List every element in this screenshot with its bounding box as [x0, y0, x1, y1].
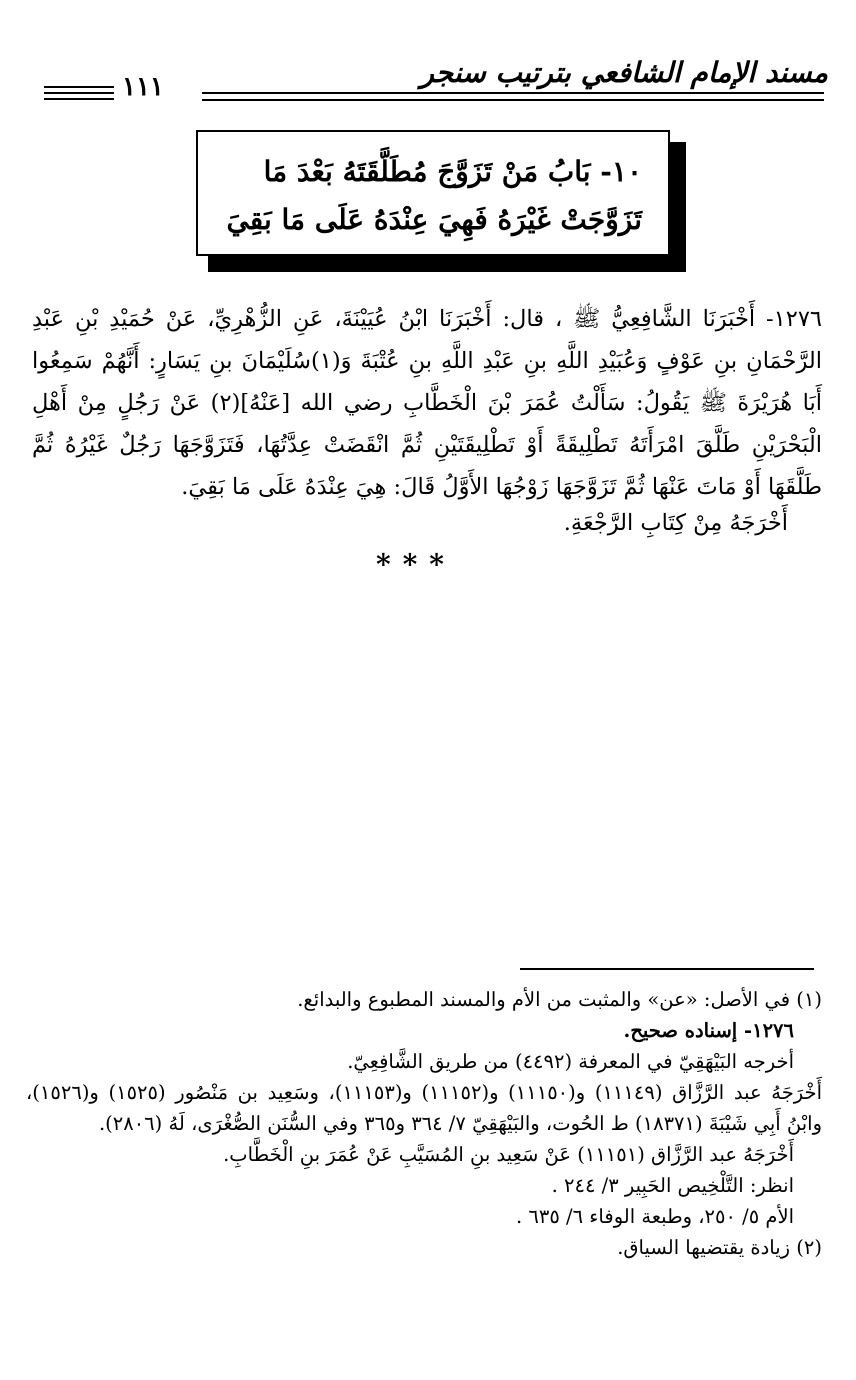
chapter-heading-box — [196, 130, 670, 256]
footnote-2: (٢) زيادة يقتضيها السياق. — [617, 1236, 822, 1259]
hadith-source-note: أَخْرَجَهُ مِنْ كِتَابِ الرَّجْعَةِ. — [563, 510, 788, 536]
header-rule-left-3 — [44, 98, 114, 100]
footnote-takhrij-list: أَخْرَجَهُ عبد الرَّزَّاق (١١١٤٩) و(١١١٥٠) و(١١١٥٢) و(١١١٥٣)، وسَعِيد بن مَنْصُور (١٥٢٥) و(١٥٢٦)، وابْنُ أَبِي شَيْبَةَ (١٨٣٧١) ط الحُوت، والبَيْهَقِيّ ٧/ ٣٦٤ و٣٦٥ وفي السُّنَن الصُّغْرَى، لَهُ (٢٨٠٦). — [26, 1081, 822, 1135]
footnote-umm: الأم ٥/ ٢٥٠، وطبعة الوفاء ٦/ ٦٣٥ . — [515, 1205, 794, 1228]
running-header-title: مسند الإمام الشافعي بترتيب سنجر — [420, 56, 828, 89]
footnotes-block — [26, 984, 822, 1263]
header-rule-left-2 — [44, 92, 114, 94]
footnote-abdurrazzaq: أَخْرَجَهُ عبد الرَّزَّاق (١١١٥١) عَنْ سَعِيد بنِ المُسَيَّبِ عَنْ عُمَرَ بنِ الْخَطَّابِ. — [223, 1143, 794, 1166]
header-rule-right — [202, 92, 824, 94]
footnote-talkhis: انظر: التَّلْخِيص الحَبِير ٣/ ٢٤٤ . — [551, 1174, 794, 1197]
hadith-1276-text: ١٢٧٦- أَخْبَرَنَا الشَّافِعِيُّ ﷺ ، قال: أَخْبَرَنَا ابْنُ عُيَيْنَةَ، عَنِ الزُّهْرِيِّ، عَنْ حُمَيْدِ بْنِ عَبْدِ الرَّحْمَانِ بنِ عَوْفٍ وَعُبَيْدِ اللَّهِ بنِ عَبْدِ اللَّهِ بنِ عُتْبَةَ وَ(١)سُلَيْمَانَ بنِ يَسَارٍ: أَنَّهُمْ سَمِعُوا أَبَا هُرَيْرَةَ ﷺ يَقُولُ: سَأَلْتُ عُمَرَ بْنَ الْخَطَّابِ رضي الله [عَنْهُ](٢) عَنْ رَجُلٍ مِنْ أَهْلِ الْبَحْرَيْنِ طَلَّقَ امْرَأَتَهُ تَطْلِيقَةً أَوْ تَطْلِيقَتَيْنِ ثُمَّ انْقَضَتْ عِدَّتُهَا، فَتَزَوَّجَهَا رَجُلٌ غَيْرُهُ ثُمَّ طَلَّقَهَا أَوْ مَاتَ عَنْهَا ثُمَّ تَزَوَّجَهَا زَوْجُهَا الأَوَّلُ قَالَ: هِيَ عِنْدَهُ عَلَى مَا بَقِيَ. — [32, 306, 822, 500]
page-number: ١١١ — [122, 72, 164, 102]
chapter-heading-line-2: تَزَوَّجَتْ غَيْرَهُ فَهِيَ عِنْدَهُ عَلَى مَا بَقِيَ — [226, 203, 642, 236]
footnote-separator-rule — [520, 968, 814, 970]
chapter-heading-line-1: ١٠- بَابُ مَنْ تَزَوَّجَ مُطَلَّقَتَهُ بَعْدَ مَا — [263, 155, 642, 188]
header-rule-right-lower — [202, 99, 824, 101]
section-separator-stars: *** — [376, 548, 456, 581]
footnote-1: (١) في الأصل: «عن» والمثبت من الأم والمسند المطبوع والبدائع. — [297, 988, 822, 1011]
hadith-text-block — [32, 298, 822, 508]
footnote-bayhaqi-source: أخرجه البَيْهَقِيّ في المعرفة (٤٤٩٢) من طريق الشَّافِعِيّ. — [347, 1050, 794, 1073]
footnote-isnad-grade: ١٢٧٦- إسناده صحيح. — [623, 1019, 794, 1042]
header-rule-left — [44, 86, 114, 88]
